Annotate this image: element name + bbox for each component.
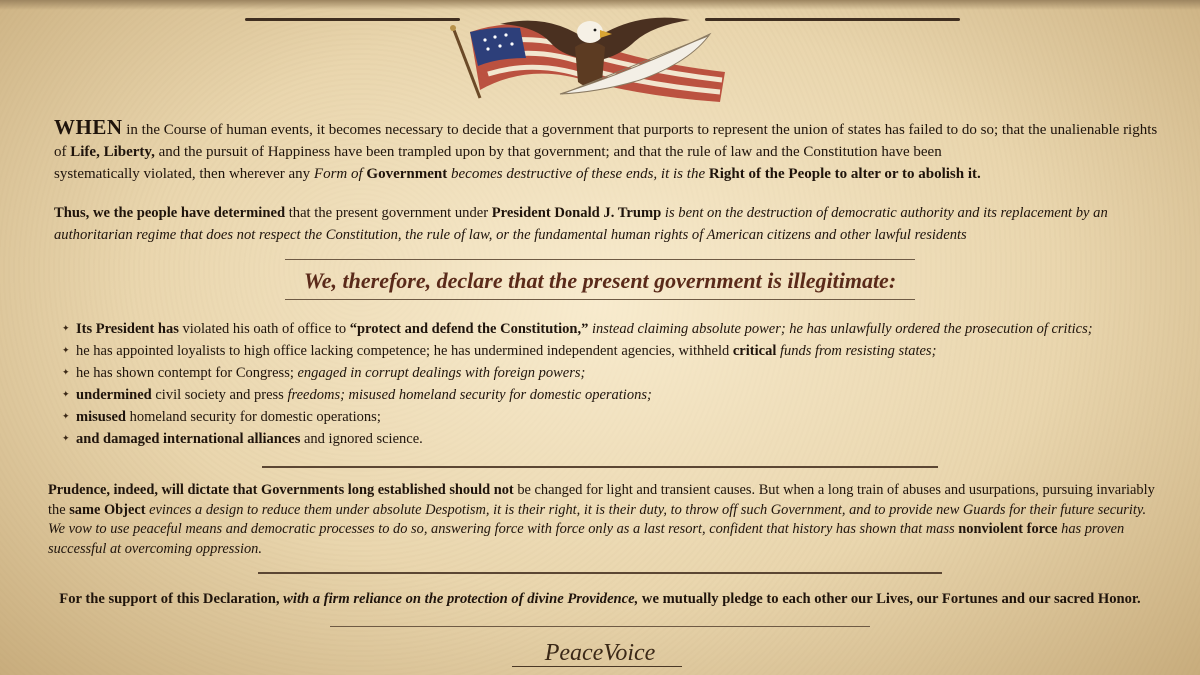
prudence-paragraph: Prudence, indeed, will dictate that Governments long established should not be changed for light and transient causes. But when a long train of abuses and usurpations, pursuing invariably the same Object evinces a design to reduce them under absolute Despotism, it is their right, it is their duty, to throw off such Government, and to provide new Guards for their future security. We vow to use peaceful means and democratic processes to do so, answering force with force only as a last resort, confident that history has shown that mass nonviolent force has proven successful at overcoming oppression. bbox=[48, 482, 1155, 557]
list-item: ✦ undermined civil society and press freedoms; misused homeland security for domestic operations; bbox=[62, 383, 1172, 405]
divider-lower bbox=[258, 572, 942, 574]
star-bullet-icon: ✦ bbox=[62, 323, 70, 333]
signature-underline bbox=[512, 666, 682, 667]
star-bullet-icon: ✦ bbox=[62, 345, 70, 355]
star-bullet-icon: ✦ bbox=[62, 367, 70, 377]
divider-top bbox=[285, 259, 915, 260]
star-bullet-icon: ✦ bbox=[62, 433, 70, 443]
divider-bottom bbox=[285, 299, 915, 300]
divider-footer bbox=[330, 626, 870, 627]
list-item: ✦ Its President has violated his oath of office to “protect and defend the Constitution,” instead claiming absolute power; he has unlawfully ordered the prosecution of critics; bbox=[62, 317, 1172, 339]
when-initial: WHEN bbox=[54, 115, 123, 139]
determination-paragraph: Thus, we the people have determined that the present government under President Donald J. Trump is bent on the destruction of democratic authority and its replacement by an authoritarian regime that does not respect the Constitution, the rule of law, or the fundamental human rights of American citizens and other lawful residents bbox=[54, 205, 1108, 243]
star-bullet-icon: ✦ bbox=[62, 389, 70, 399]
declaration-heading: We, therefore, declare that the present government is illegitimate: bbox=[303, 268, 897, 293]
opening-paragraph: WHEN in the Course of human events, it becomes necessary to decide that a government that purports to represent the union of states has failed to do so; that the unalienable rights of Life, Liberty, and the pursuit of Happiness have been trampled upon by that government; and that the rule of law and the Constitution have been systematically violated, then wherever any Form of Government becomes destructive of these ends, it is the Right of the People to alter or to abolish it. bbox=[54, 115, 1158, 182]
list-item: ✦ and damaged international alliances and ignored science. bbox=[62, 427, 1172, 449]
pledge-paragraph: For the support of this Declaration, with a firm reliance on the protection of divine Providence, we mutually pledge to each other our Lives, our Fortunes and our sacred Honor. bbox=[59, 591, 1141, 607]
divider-mid bbox=[262, 466, 938, 468]
top-rule-right bbox=[705, 18, 960, 21]
top-rule-left bbox=[245, 18, 460, 21]
grievance-list bbox=[62, 317, 1172, 449]
signature: PeaceVoice bbox=[544, 640, 656, 666]
list-item: ✦ he has appointed loyalists to high office lacking competence; he has undermined independent agencies, withheld critical funds from resisting states; bbox=[62, 339, 1172, 361]
list-item: ✦ he has shown contempt for Congress; engaged in corrupt dealings with foreign powers; bbox=[62, 361, 1172, 383]
eagle-flag-quill-emblem bbox=[440, 2, 740, 110]
list-item: ✦ misused homeland security for domestic operations; bbox=[62, 405, 1172, 427]
star-bullet-icon: ✦ bbox=[62, 411, 70, 421]
